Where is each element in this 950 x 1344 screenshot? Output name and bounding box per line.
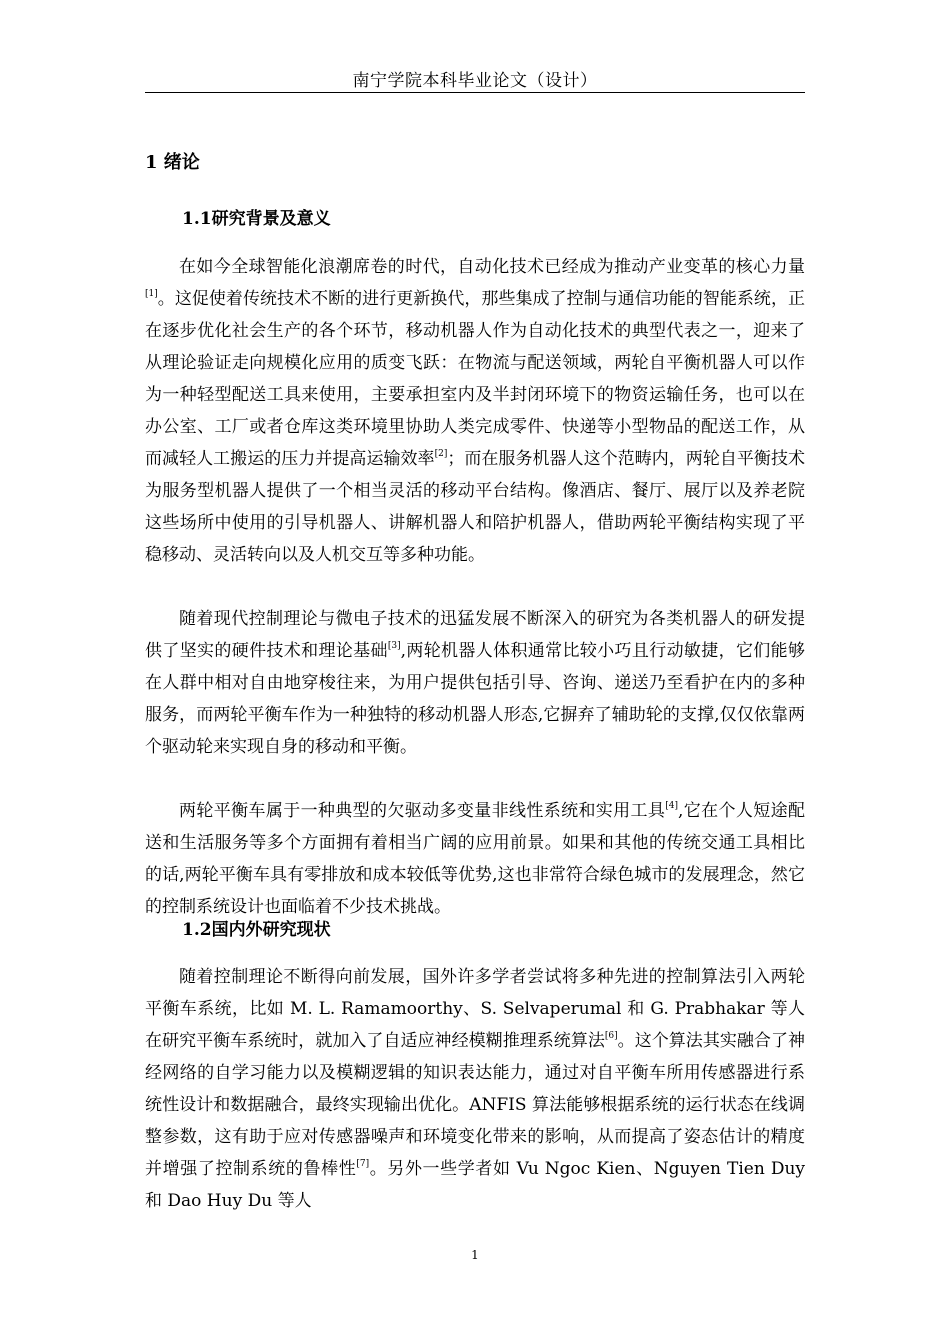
paragraph-text: ；而在服务机器人这个范畴内，两轮自平衡技术为服务型机器人提供了一个相当灵活的移动平台结构。像酒店、餐厅、展厅以及养老院这些场所中使用的引导机器人、讲解机器人和陪护机器人，借助两轮平衡结构实现了平稳移动、灵活转向以及人机交互等多种功能。 <box>145 449 806 565</box>
citation-marker: [3] <box>387 641 401 651</box>
paragraph-text: 两轮平衡车属于一种典型的欠驱动多变量非线性系统和实用工具 <box>179 801 666 821</box>
page-number: 1 <box>471 1248 479 1262</box>
section-title-1-1: 1.1研究背景及意义 <box>182 209 331 229</box>
paragraph-text: 。这个算法其实融合了神经网络的自学习能力以及模糊逻辑的知识表达能力，通过对自平衡车所用传感器进行系统性设计和数据融合，最终实现输出优化。ANFIS 算法能够根据系统的运行状态在线调整参数，这有助于应对传感器噪声和环境变化带来的影响，从而提高了姿态估计的精度并增强了控制系统的鲁棒性 <box>145 1031 806 1179</box>
paragraph-text: ,两轮机器人体积通常比较小巧且行动敏捷，它们能够在人群中相对自由地穿梭往来，为用户提供包括引导、咨询、递送乃至看护在内的多种服务，而两轮平衡车作为一种独特的移动机器人形态,它摒弃了辅助轮的支撑,仅仅依靠两个驱动轮来实现自身的移动和平衡。 <box>145 641 805 757</box>
page-header-title: 南宁学院本科毕业论文（设计） <box>352 71 598 91</box>
header-rule <box>145 92 805 93</box>
citation-marker: [2] <box>434 449 448 459</box>
chapter-title: 1 绪论 <box>145 152 200 173</box>
paragraph <box>145 961 805 1217</box>
paragraph-text: 。这促使着传统技术不断的进行更新换代，那些集成了控制与通信功能的智能系统，正在逐步优化社会生产的各个环节，移动机器人作为自动化技术的典型代表之一，迎来了从理论验证走向规模化应用的质变飞跃：在物流与配送领域，两轮自平衡机器人可以作为一种轻型配送工具来使用，主要承担室内及半封闭环境下的物资运输任务，也可以在办公室、工厂或者仓库这类环境里协助人类完成零件、快递等小型物品的配送工作，从而减轻人工搬运的压力并提高运输效率 <box>145 289 805 469</box>
paragraph <box>145 795 805 923</box>
citation-marker: [4] <box>665 801 679 811</box>
paragraph-text: ,它在个人短途配送和生活服务等多个方面拥有着相当广阔的应用前景。如果和其他的传统交通工具相比的话,两轮平衡车具有零排放和成本较低等优势,这也非常符合绿色城市的发展理念，然它的控制系统设计也面临着不少技术挑战。 <box>145 801 806 917</box>
citation-marker: [1] <box>145 289 158 299</box>
paragraph <box>145 251 805 571</box>
paragraph-text: 。另外一些学者如 Vu Ngoc Kien、Nguyen Tien Duy 和 Dao Huy Du 等人 <box>145 1159 806 1211</box>
section-title-1-2: 1.2国内外研究现状 <box>182 920 331 940</box>
paragraph-text: 随着现代控制理论与微电子技术的迅猛发展不断深入的研究为各类机器人的研发提供了坚实的硬件技术和理论基础 <box>145 609 805 661</box>
paragraph-text: 随着控制理论不断得向前发展，国外许多学者尝试将多种先进的控制算法引入两轮平衡车系统，比如 M. L. Ramamoorthy、S. Selvaperumal 和 G. Prabhakar 等人在研究平衡车系统时，就加入了自适应神经模糊推理系统算法 <box>145 967 805 1051</box>
citation-marker: [6] <box>604 1031 618 1041</box>
citation-marker: [7] <box>356 1159 370 1169</box>
paragraph-text: 在如今全球智能化浪潮席卷的时代，自动化技术已经成为推动产业变革的核心力量 <box>179 257 805 277</box>
paragraph <box>145 603 805 763</box>
